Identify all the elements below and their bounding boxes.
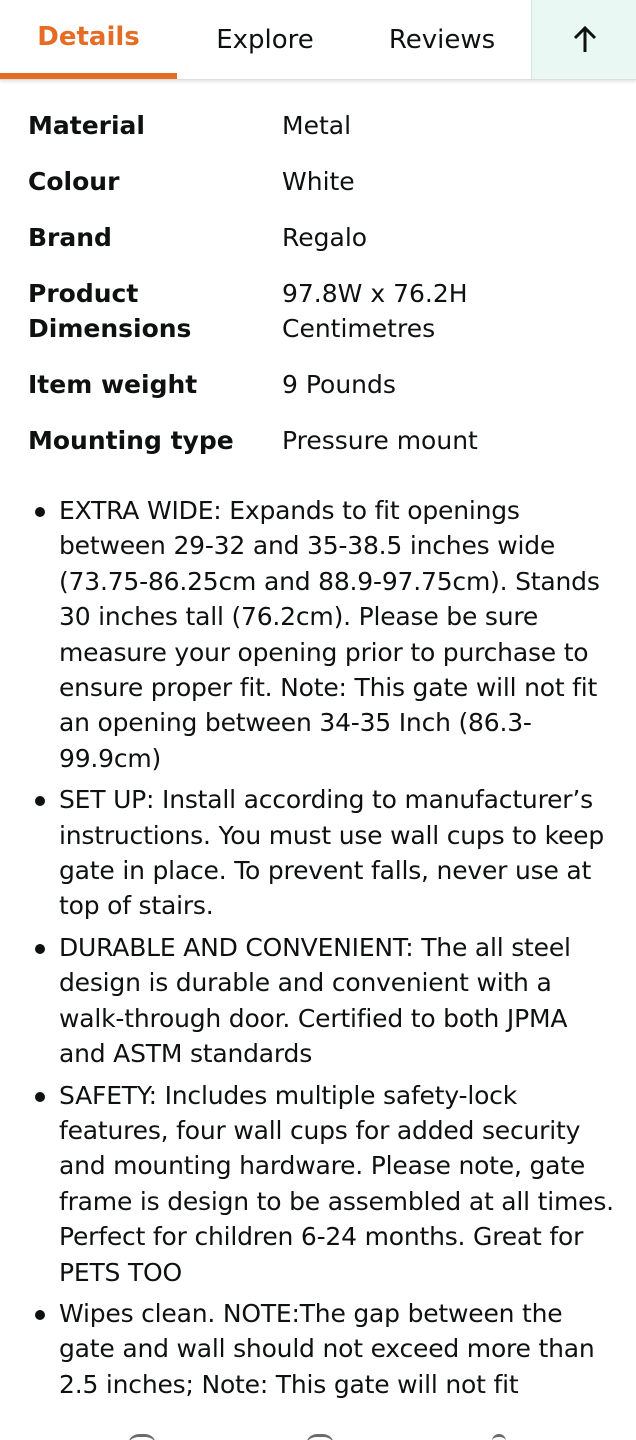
- bullet-text: SAFETY: Includes multiple safety-lock features, four wall cups for added security and mounting hardware. Please note, gate frame is design to be assembled at all times. Perfect for children 6-24 months. Great for PETS TOO: [59, 1080, 614, 1287]
- partial-icon: [492, 1434, 506, 1440]
- spec-row-colour: [28, 164, 618, 199]
- tab-details[interactable]: [0, 0, 177, 79]
- bullet-text: SET UP: Install according to manufacturer’s instructions. You must use wall cups to keep gate in place. To prevent falls, never use at top of stairs.: [59, 785, 604, 921]
- spec-value: 97.8W x 76.2H Centimetres: [282, 279, 468, 343]
- spec-value: White: [282, 167, 355, 196]
- spec-row-mounting-type: [28, 423, 618, 458]
- list-item: [0, 930, 636, 1072]
- spec-label: Product Dimensions: [28, 279, 192, 343]
- spec-label: Material: [28, 111, 145, 140]
- spec-label: Brand: [28, 223, 112, 252]
- list-item: [0, 1078, 636, 1290]
- bullet-dot-icon: [35, 1310, 45, 1320]
- spec-label: Mounting type: [28, 426, 234, 455]
- bullet-dot-icon: [35, 1092, 45, 1102]
- bullet-dot-icon: [35, 944, 45, 954]
- partial-icon: [306, 1434, 334, 1440]
- spec-value: 9 Pounds: [282, 370, 396, 399]
- spec-label: Colour: [28, 167, 120, 196]
- spec-label: Item weight: [28, 370, 198, 399]
- tab-reviews[interactable]: [372, 0, 512, 79]
- bullet-dot-icon: [35, 507, 45, 517]
- list-item: [0, 782, 636, 924]
- spec-value: Pressure mount: [282, 426, 478, 455]
- bullet-dot-icon: [35, 796, 45, 806]
- tab-reviews-label: Reviews: [388, 24, 496, 55]
- scroll-to-top-button[interactable]: [531, 0, 636, 79]
- product-specs-table: [28, 108, 618, 479]
- bullet-text: EXTRA WIDE: Expands to fit openings between 29-32 and 35-38.5 inches wide (73.75-86.25cm and 88.9-97.75cm). Stands 30 inches tall (76.2cm). Please be sure measure your opening prior to purchase to ensure proper fit. Note: This gate will not fit an opening between 34-35 Inch (86.3-99.9cm): [59, 496, 600, 773]
- tab-explore[interactable]: [190, 0, 340, 79]
- cut-off-bottom-content: [0, 1428, 636, 1440]
- arrow-up-icon: [570, 25, 600, 55]
- active-tab-indicator: [0, 73, 177, 79]
- bullet-text: DURABLE AND CONVENIENT: The all steel design is durable and convenient with a walk-through door. Certified to both JPMA and ASTM standards: [59, 932, 571, 1069]
- bullet-text: Wipes clean. NOTE:The gap between the gate and wall should not exceed more than 2.5 inches; Note: This gate will not fit: [59, 1298, 595, 1399]
- spec-row-dimensions: [28, 276, 618, 346]
- partial-icon: [128, 1434, 156, 1440]
- spec-value: Metal: [282, 111, 352, 140]
- spec-row-material: [28, 108, 618, 143]
- list-item: [0, 1296, 636, 1402]
- list-item: [0, 493, 636, 776]
- tab-explore-label: Explore: [216, 24, 314, 55]
- spec-row-brand: [28, 220, 618, 255]
- spec-value: Regalo: [282, 223, 368, 252]
- feature-bullet-list: [0, 493, 636, 1408]
- tab-bar: [0, 0, 636, 80]
- spec-row-item-weight: [28, 367, 618, 402]
- tab-details-label: Details: [37, 21, 140, 52]
